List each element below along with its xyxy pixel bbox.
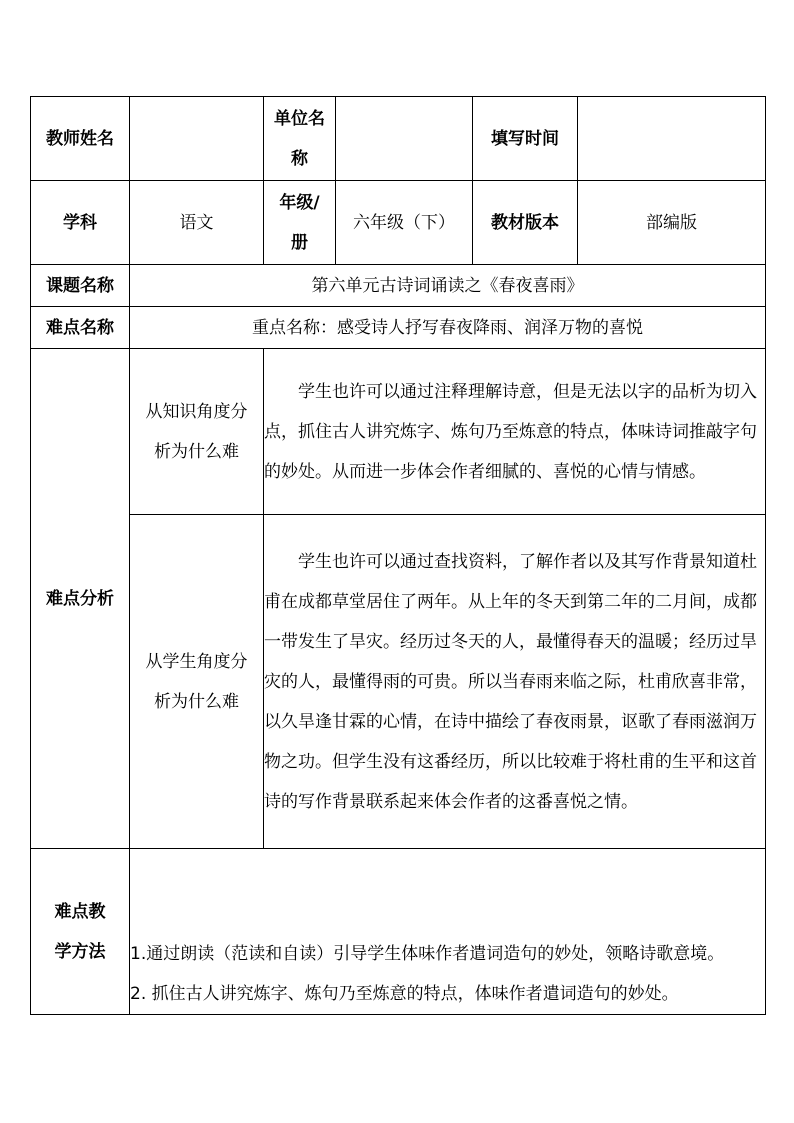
teacher-name-value[interactable] xyxy=(130,97,264,181)
topic-value: 第六单元古诗词诵读之《春夜喜雨》 xyxy=(130,265,766,307)
method-label-text: 难点教学方法 xyxy=(54,901,106,962)
edition-label: 教材版本 xyxy=(473,181,578,265)
edition-value: 部编版 xyxy=(578,181,766,265)
unit-name-label-text: 单位名称 xyxy=(274,108,325,169)
analysis-label: 难点分析 xyxy=(31,349,130,849)
grade-value: 六年级（下） xyxy=(336,181,473,265)
teacher-name-label: 教师姓名 xyxy=(31,97,130,181)
fill-date-value[interactable] xyxy=(578,97,766,181)
subject-value: 语文 xyxy=(130,181,264,265)
method-item-2: 2. 抓住古人讲究炼字、炼句乃至炼意的特点，体味作者遣词造句的妙处。 xyxy=(130,984,679,1004)
knowledge-angle-paragraph: 学生也许可以通过注释理解诗意，但是无法以字的品析为切入点，抓住古人讲究炼字、炼句乃至炼意的特点，体味诗词推敲字句的妙处。从而进一步体会作者细腻的、喜悦的心情与情感。 xyxy=(264,381,757,482)
lesson-info-table xyxy=(30,96,766,1015)
knowledge-angle-label-text: 从知识角度分析为什么难 xyxy=(145,401,248,462)
unit-name-label xyxy=(264,97,336,181)
knowledge-angle-label xyxy=(130,349,264,515)
method-item-1: 1.通过朗读（范读和自读）引导学生体味作者遣词造句的妙处，领略诗歌意境。 xyxy=(130,944,725,964)
unit-name-value[interactable] xyxy=(336,97,473,181)
grade-label xyxy=(264,181,336,265)
method-content xyxy=(130,849,766,1015)
student-angle-paragraph: 学生也许可以通过查找资料，了解作者以及其写作背景知道杜甫在成都草堂居住了两年。从上年的冬天到第二年的二月间，成都一带发生了旱灾。经历过冬天的人，最懂得春天的温暖；经历过旱灾的人，最懂得雨的可贵。所以当春雨来临之际，杜甫欣喜非常，以久旱逢甘霖的心情，在诗中描绘了春夜雨景，讴歌了春雨滋润万物之功。但学生没有这番经历，所以比较难于将杜甫的生平和这首诗的写作背景联系起来体会作者的这番喜悦之情。 xyxy=(264,551,757,812)
student-angle-label xyxy=(130,515,264,849)
student-angle-label-text: 从学生角度分析为什么难 xyxy=(145,651,248,712)
difficulty-label: 难点名称 xyxy=(31,307,130,349)
knowledge-angle-text xyxy=(264,349,766,515)
subject-label: 学科 xyxy=(31,181,130,265)
topic-label: 课题名称 xyxy=(31,265,130,307)
fill-date-label: 填写时间 xyxy=(473,97,578,181)
difficulty-value: 重点名称：感受诗人抒写春夜降雨、润泽万物的喜悦 xyxy=(130,307,766,349)
student-angle-text xyxy=(264,515,766,849)
grade-label-text: 年级/册 xyxy=(279,192,320,253)
method-label xyxy=(31,849,130,1015)
